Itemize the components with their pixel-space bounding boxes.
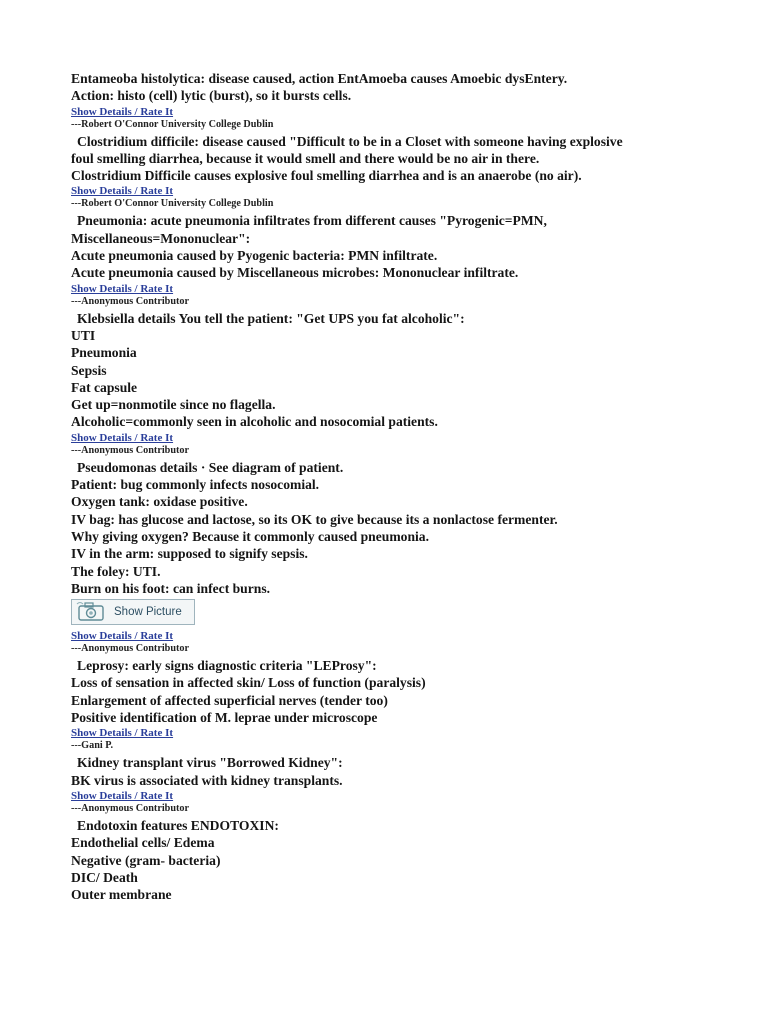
- entry-title-line: Clostridium difficile: disease caused "Difficult to be in a Closet with someone having explosive: [77, 133, 623, 149]
- mnemonic-list: [71, 70, 751, 903]
- entry-title-line: Leprosy: early signs diagnostic criteria "LEProsy":: [77, 658, 377, 674]
- entry-title-line: Klebsiella details You tell the patient: "Get UPS you fat alcoholic":: [77, 310, 465, 326]
- entry-text-line: The foley: UTI.: [71, 563, 161, 579]
- entry-text-line: DIC/ Death: [71, 869, 138, 885]
- entry-text-line: Burn on his foot: can infect burns.: [71, 580, 271, 596]
- show-picture-button[interactable]: [71, 599, 195, 625]
- entry-text-line: BK virus is associated with kidney transplants.: [71, 772, 343, 788]
- entry-text-line: Pneumonia: [71, 345, 137, 361]
- contributor-credit: ---Anonymous Contributor: [71, 295, 190, 307]
- contributor-credit: ---Gani P.: [71, 740, 114, 752]
- mnemonic-entry: [71, 133, 751, 211]
- show-details-link[interactable]: Show Details / Rate It: [71, 105, 174, 118]
- entry-text-line: Outer membrane: [71, 887, 172, 903]
- entry-text-line: Acute pneumonia caused by Miscellaneous microbes: Mononuclear infiltrate.: [71, 265, 519, 281]
- entry-text-line: IV bag: has glucose and lactose, so its OK to give because its a nonlactose fermenter.: [71, 511, 558, 527]
- entry-text-line: Why giving oxygen? Because it commonly caused pneumonia.: [71, 528, 429, 544]
- contributor-credit: ---Robert O'Connor University College Dublin: [71, 198, 274, 210]
- entry-text-line: Alcoholic=commonly seen in alcoholic and nosocomial patients.: [71, 414, 438, 430]
- camera-icon: [76, 600, 108, 624]
- mnemonic-entry: [71, 310, 751, 457]
- entry-title-line: Entameoba histolytica: disease caused, action EntAmoeba causes Amoebic dysEntery.: [71, 71, 568, 86]
- entry-text-line: Positive identification of M. leprae under microscope: [71, 710, 378, 726]
- mnemonic-entry: [71, 70, 751, 131]
- entry-text-line: Oxygen tank: oxidase positive.: [71, 494, 248, 510]
- entry-text-line: Sepsis: [71, 362, 107, 378]
- show-details-link[interactable]: Show Details / Rate It: [71, 185, 174, 198]
- entry-text-line: Loss of sensation in affected skin/ Loss of function (paralysis): [71, 675, 426, 691]
- entry-text-line: Endothelial cells/ Edema: [71, 835, 215, 851]
- contributor-credit: ---Robert O'Connor University College Dublin: [71, 118, 274, 130]
- show-details-link[interactable]: Show Details / Rate It: [71, 727, 174, 740]
- mnemonic-entry: [71, 657, 751, 752]
- entry-text-line: Fat capsule: [71, 379, 138, 395]
- entry-text-line: Clostridium Difficile causes explosive foul smelling diarrhea and is an anaerobe (no air).: [71, 168, 582, 184]
- entry-text-line: IV in the arm: supposed to signify sepsis.: [71, 546, 308, 562]
- show-details-link[interactable]: Show Details / Rate It: [71, 431, 174, 444]
- entry-title-line: Pneumonia: acute pneumonia infiltrates from different causes "Pyrogenic=PMN,: [77, 213, 547, 229]
- contributor-credit: ---Anonymous Contributor: [71, 444, 190, 456]
- entry-text-line: Acute pneumonia caused by Pyogenic bacteria: PMN infiltrate.: [71, 248, 438, 264]
- entry-text-line: Action: histo (cell) lytic (burst), so it bursts cells.: [71, 88, 352, 104]
- mnemonic-entry: [71, 754, 751, 815]
- entry-text-line: foul smelling diarrhea, because it would smell and there would be no air in there.: [71, 150, 540, 166]
- show-details-link[interactable]: Show Details / Rate It: [71, 789, 174, 802]
- entry-text-line: UTI: [71, 327, 96, 343]
- entry-text-line: Negative (gram- bacteria): [71, 852, 221, 868]
- entry-text-line: Miscellaneous=Mononuclear":: [71, 230, 251, 246]
- entry-title-line: Endotoxin features ENDOTOXIN:: [77, 817, 279, 833]
- entry-title-line: Pseudomonas details · See diagram of patient.: [77, 459, 344, 475]
- entry-title-line: Kidney transplant virus "Borrowed Kidney":: [77, 755, 343, 771]
- show-picture-label: Show Picture: [114, 606, 182, 619]
- entry-text-line: Get up=nonmotile since no flagella.: [71, 397, 276, 413]
- mnemonic-entry: [71, 212, 751, 307]
- show-details-link[interactable]: Show Details / Rate It: [71, 282, 174, 295]
- entry-text-line: Patient: bug commonly infects nosocomial.: [71, 477, 320, 493]
- contributor-credit: ---Anonymous Contributor: [71, 643, 190, 655]
- mnemonic-entry: [71, 817, 751, 903]
- show-details-link[interactable]: Show Details / Rate It: [71, 630, 174, 643]
- contributor-credit: ---Anonymous Contributor: [71, 802, 190, 814]
- entry-text-line: Enlargement of affected superficial nerves (tender too): [71, 692, 388, 708]
- mnemonic-entry: [71, 459, 751, 655]
